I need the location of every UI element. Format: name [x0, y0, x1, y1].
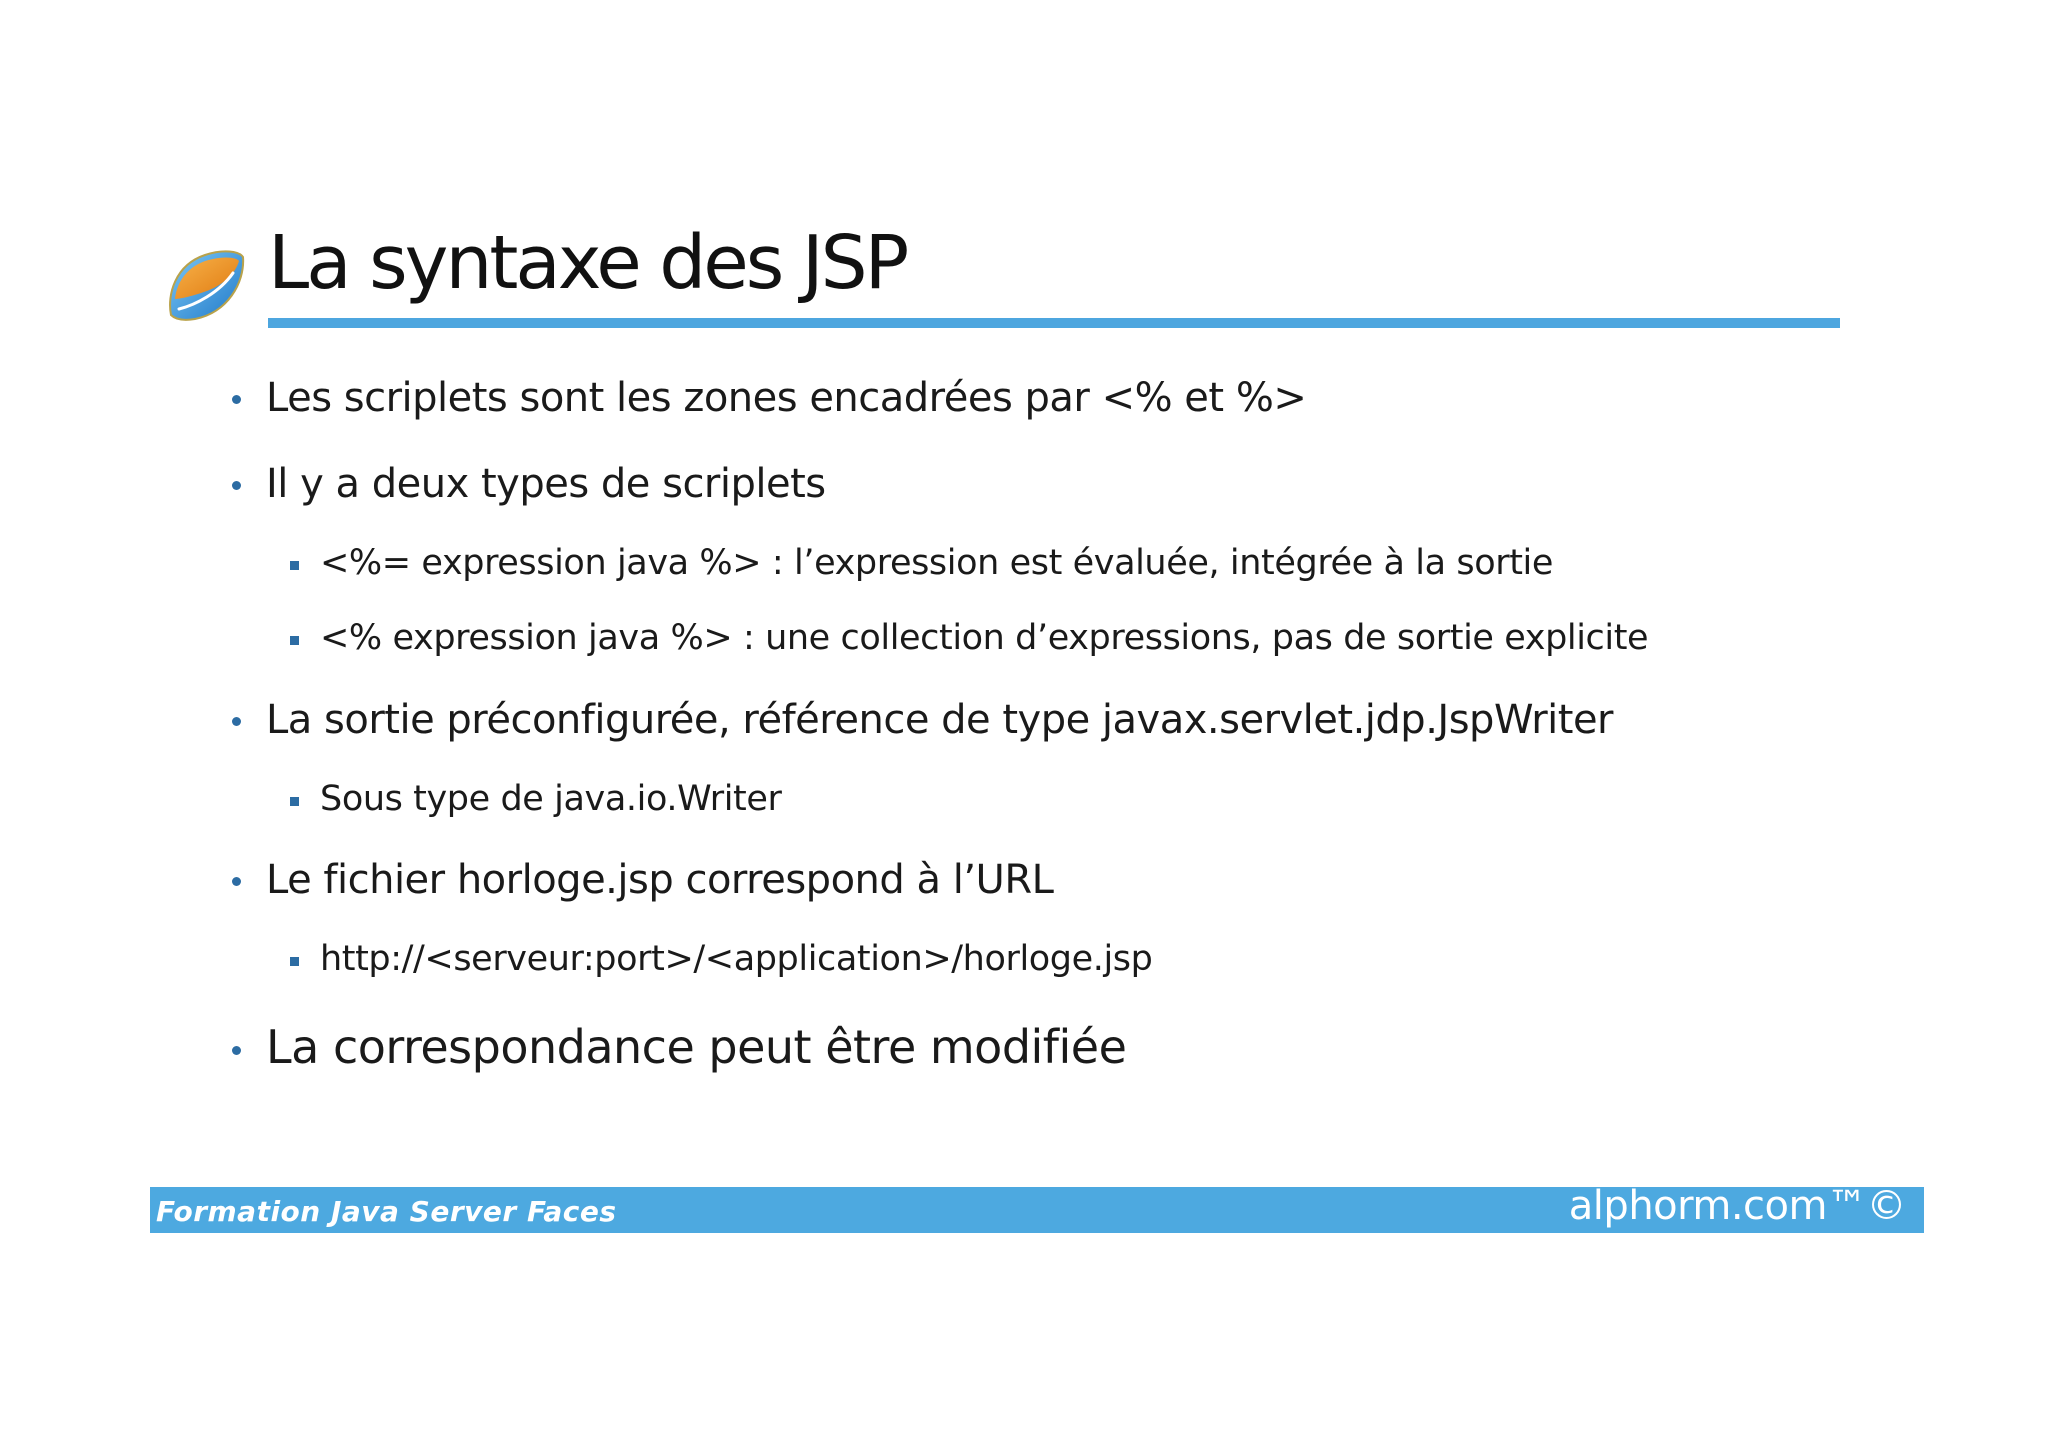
sub-bullet-text: Sous type de java.io.Writer — [320, 779, 782, 819]
title-underline — [268, 318, 1840, 328]
bullet-dot-icon — [232, 877, 241, 886]
sub-bullet-text: <% expression java %> : une collection d’expressions, pas de sortie explicite — [320, 618, 1649, 658]
bullet-dot-icon — [232, 717, 241, 726]
footer-bar — [150, 1183, 1924, 1233]
footer-brand: alphorm.com™© — [1568, 1183, 1906, 1229]
bullet-text: Les scriplets sont les zones encadrées par <% et %> — [266, 375, 1307, 421]
shell-logo-icon — [165, 243, 245, 323]
bullet-text: Il y a deux types de scriplets — [266, 461, 826, 507]
bullet-dot-icon — [232, 481, 241, 490]
bullet-text: La correspondance peut être modifiée — [266, 1020, 1127, 1074]
bullet-square-icon — [290, 957, 299, 966]
footer-course-title: Formation Java Server Faces — [156, 1195, 617, 1228]
bullet-dot-icon — [232, 1046, 241, 1055]
bullet-square-icon — [290, 636, 299, 645]
bullet-square-icon — [290, 561, 299, 570]
bullet-text: La sortie préconfigurée, référence de type javax.servlet.jdp.JspWriter — [266, 697, 1613, 743]
bullet-text: Le fichier horloge.jsp correspond à l’URL — [266, 857, 1054, 903]
sub-bullet-text: <%= expression java %> : l’expression est évaluée, intégrée à la sortie — [320, 543, 1554, 583]
bullet-square-icon — [290, 797, 299, 806]
slide-title: La syntaxe des JSP — [268, 220, 907, 306]
sub-bullet-text: http://<serveur:port>/<application>/horloge.jsp — [320, 939, 1153, 979]
bullet-dot-icon — [232, 395, 241, 404]
